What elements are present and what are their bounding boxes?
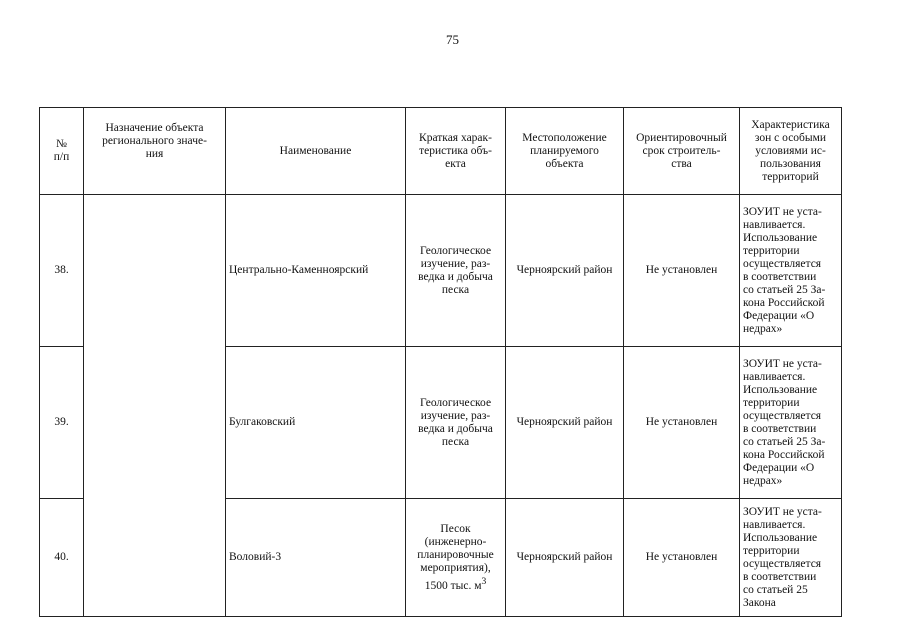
table-header-row xyxy=(40,108,842,195)
objects-table xyxy=(39,107,842,617)
construction-term: Не установлен xyxy=(624,195,740,347)
construction-term: Не установлен xyxy=(624,499,740,617)
object-description xyxy=(406,499,506,617)
object-description: Геологическое изучение, раз-ведка и добыча песка xyxy=(406,347,506,499)
object-description: Геологическое изучение, раз-ведка и добыча песка xyxy=(406,195,506,347)
zones-characteristic: ЗОУИТ не уста- навливается. Использование территории осуществляется в соответствии со статьей 25 За- кона Российской Федерации «О недрах» xyxy=(740,195,842,347)
construction-term: Не установлен xyxy=(624,347,740,499)
row-number: 39. xyxy=(40,347,84,499)
object-location: Черноярский район xyxy=(506,347,624,499)
unit-superscript: 3 xyxy=(481,575,487,587)
object-location: Черноярский район xyxy=(506,499,624,617)
header-purpose: Назначение объекта регионального значе- ния xyxy=(84,108,226,195)
header-name: Наименование xyxy=(226,108,406,195)
header-description: Краткая харак- теристика объ- екта xyxy=(406,108,506,195)
row-number: 40. xyxy=(40,499,84,617)
object-location: Черноярский район xyxy=(506,195,624,347)
description-text: Песок (инженерно-планировочные мероприятия), 1500 тыс. м xyxy=(417,522,494,592)
header-num: № п/п xyxy=(40,108,84,195)
object-name: Булгаковский xyxy=(226,347,406,499)
object-name: Воловий-3 xyxy=(226,499,406,617)
page-number: 75 xyxy=(446,32,459,47)
purpose-cell xyxy=(84,195,226,617)
table-row xyxy=(40,195,842,347)
zones-characteristic: ЗОУИТ не уста- навливается. Использование территории осуществляется в соответствии со статьей 25 За- кона Российской Федерации «О недрах» xyxy=(740,347,842,499)
row-number: 38. xyxy=(40,195,84,347)
object-name: Центрально-Каменноярский xyxy=(226,195,406,347)
zones-characteristic: ЗОУИТ не уста- навливается. Использование территории осуществляется в соответствии со статьей 25 Закона xyxy=(740,499,842,617)
header-location: Местоположение планируемого объекта xyxy=(506,108,624,195)
header-zones: Характеристика зон с особыми условиями ис- пользования территорий xyxy=(740,108,842,195)
header-term: Ориентировочный срок строитель- ства xyxy=(624,108,740,195)
